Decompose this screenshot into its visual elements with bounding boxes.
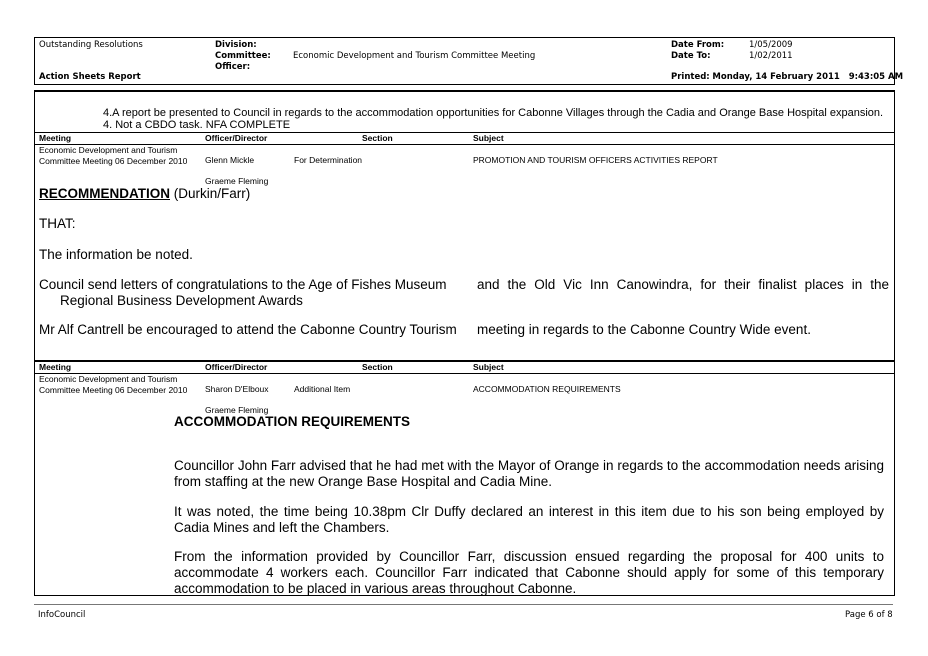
resolution-para: meeting in regards to the Cabonne Country Wide event. bbox=[477, 322, 811, 337]
column-header-row bbox=[35, 132, 894, 145]
col-officer: Officer/Director bbox=[205, 133, 268, 143]
date-to-label: Date To: bbox=[671, 51, 711, 61]
recommendation-movers: (Durkin/Farr) bbox=[173, 186, 251, 201]
note-line: 4. Not a CBDO task. NFA COMPLETE bbox=[103, 119, 291, 131]
resolution-para: The information be noted. bbox=[39, 247, 193, 262]
date-to-value: 1/02/2011 bbox=[749, 51, 793, 61]
report-type: Action Sheets Report bbox=[39, 72, 141, 82]
committee-value: Economic Development and Tourism Committee Meeting bbox=[293, 51, 536, 61]
resolution-para: Regional Business Development Awards bbox=[60, 293, 303, 308]
minutes-para: From the information provided by Councillor Farr, discussion ensued regarding the proposal for 400 units to accommodate 4 workers each. Councillor Farr indicated that Cabonne should apply for some of this temporary accommodation to be placed in various areas throughout Cabonne. bbox=[174, 549, 884, 596]
col-meeting: Meeting bbox=[39, 133, 72, 143]
item-section: Additional Item bbox=[294, 384, 351, 394]
action-sheet-body bbox=[34, 90, 895, 596]
item-heading: ACCOMMODATION REQUIREMENTS bbox=[174, 414, 410, 429]
col-meeting: Meeting bbox=[39, 362, 72, 372]
footer-app-name: InfoCouncil bbox=[38, 610, 86, 620]
printed-line bbox=[671, 72, 903, 82]
printed-label: Printed: bbox=[671, 72, 710, 82]
col-subject: Subject bbox=[473, 362, 504, 372]
that-label: THAT: bbox=[39, 216, 76, 231]
item-section: For Determination bbox=[294, 155, 363, 165]
page-number: Page 6 of 8 bbox=[845, 610, 893, 620]
col-subject: Subject bbox=[473, 133, 504, 143]
item-director: Graeme Fleming bbox=[205, 405, 269, 415]
printed-value: Monday, 14 February 2011 9:43:05 AM bbox=[712, 72, 904, 82]
date-from-label: Date From: bbox=[671, 40, 725, 50]
resolution-para: Council send letters of congratulations to the Age of Fishes Museum bbox=[39, 277, 447, 292]
recommendation-heading bbox=[39, 186, 250, 202]
item-subject: ACCOMMODATION REQUIREMENTS bbox=[473, 384, 621, 394]
column-header-row bbox=[35, 360, 894, 374]
officer-label: Officer: bbox=[215, 62, 251, 72]
previous-item-notes bbox=[103, 107, 889, 131]
item-subject: PROMOTION AND TOURISM OFFICERS ACTIVITIES REPORT bbox=[473, 155, 718, 165]
minutes-para: Councillor John Farr advised that he had met with the Mayor of Orange in regards to the accommodation needs arising from staffing at the new Orange Base Hospital and Cadia Mine. bbox=[174, 458, 884, 489]
committee-label: Committee: bbox=[215, 51, 271, 61]
minutes-para: It was noted, the time being 10.38pm Clr Duffy declared an interest in this item due to his son being employed by Cadia Mines and left the Chambers. bbox=[174, 504, 884, 535]
report-header bbox=[34, 37, 904, 85]
resolution-para: and the Old Vic Inn Canowindra, for their finalist places in the bbox=[477, 277, 889, 292]
col-officer: Officer/Director bbox=[205, 362, 268, 372]
item-director: Graeme Fleming bbox=[205, 176, 269, 186]
division-label: Division: bbox=[215, 40, 257, 50]
footer-divider bbox=[34, 604, 893, 605]
report-name: Outstanding Resolutions bbox=[39, 40, 143, 50]
item-meeting: Economic Development and Tourism Committee Meeting 06 December 2010 bbox=[39, 145, 188, 166]
item-officer: Glenn Mickle bbox=[205, 155, 255, 165]
col-section: Section bbox=[362, 133, 393, 143]
recommendation-label: RECOMMENDATION bbox=[39, 186, 170, 201]
col-section: Section bbox=[362, 362, 393, 372]
resolution-para: Mr Alf Cantrell be encouraged to attend the Cabonne Country Tourism bbox=[39, 322, 457, 337]
date-from-value: 1/05/2009 bbox=[749, 40, 793, 50]
item-meeting: Economic Development and Tourism Committee Meeting 06 December 2010 bbox=[39, 374, 188, 395]
item-officer: Sharon D'Elboux bbox=[205, 384, 269, 394]
note-line: 4.A report be presented to Council in regards to the accommodation opportunities for Cabonne Villages through the Cadia and Orange Base Hospital expansion. bbox=[103, 107, 884, 119]
